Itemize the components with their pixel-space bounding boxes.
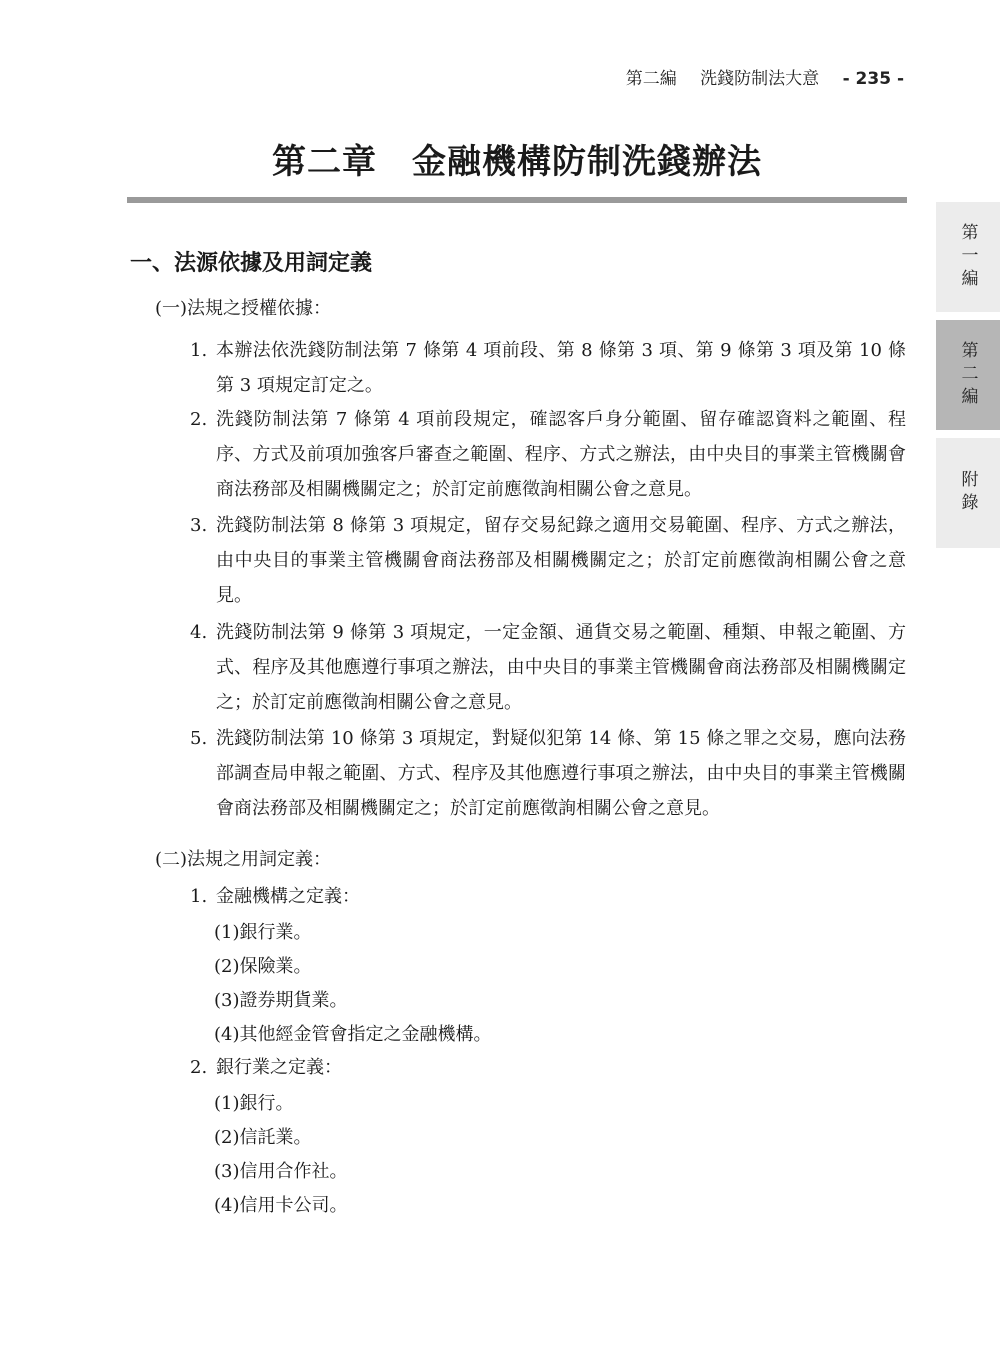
- list-item: [190, 615, 906, 720]
- sub-list-item: (2)信託業。: [214, 1127, 312, 1148]
- list-item-text: 本辦法依洗錢防制法第 7 條第 4 項前段、第 8 條第 3 項、第 9 條第 3 項及第 10 條第 3 項規定訂定之。: [216, 340, 906, 396]
- side-tab-part-two[interactable]: 第二編: [936, 320, 1000, 430]
- list-item: [190, 721, 906, 826]
- running-header: [626, 64, 904, 89]
- sub-list-item: (1)銀行。: [214, 1093, 294, 1114]
- list-item-text: 洗錢防制法第 7 條第 4 項前段規定，確認客戶身分範圍、留存確認資料之範圍、程序、方式及前項加強客戶審查之範圍、程序、方式之辦法，由中央目的事業主管機關會商法務部及相關機關定之；於訂定前應徵詢相關公會之意見。: [216, 409, 906, 500]
- chapter-title: 第二章 金融機構防制洗錢辦法: [272, 142, 762, 182]
- side-tab-appendix[interactable]: 附錄: [936, 438, 1000, 548]
- list-item: [190, 1050, 906, 1085]
- sub-list-item: (4)信用卡公司。: [214, 1195, 348, 1216]
- list-item: [190, 402, 906, 507]
- header-part: 第二編: [625, 69, 677, 89]
- sub-list-item: (3)信用合作社。: [214, 1161, 348, 1182]
- sub-list-item: (2)保險業。: [214, 956, 312, 977]
- list-item: [190, 879, 906, 914]
- list-item-number: 2.: [190, 1057, 208, 1078]
- list-item: [190, 508, 906, 613]
- subsection-heading-definitions: (二)法規之用詞定義：: [155, 849, 332, 870]
- list-item-number: 3.: [190, 515, 208, 536]
- header-title: 洗錢防制法大意: [700, 69, 820, 89]
- page-number: - 235 -: [842, 69, 904, 89]
- list-item-number: 2.: [190, 409, 208, 430]
- list-item-number: 1.: [190, 340, 208, 361]
- list-item-text: 金融機構之定義：: [216, 886, 360, 907]
- section-heading: 一、法源依據及用詞定義: [130, 251, 373, 276]
- sub-list-item: (1)銀行業。: [214, 922, 312, 943]
- list-item-text: 洗錢防制法第 10 條第 3 項規定，對疑似犯第 14 條、第 15 條之罪之交易，應向法務部調查局申報之範圍、方式、程序及其他應遵行事項之辦法，由中央目的事業主管機關會商法務部及相關機關定之；於訂定前應徵詢相關公會之意見。: [216, 728, 906, 819]
- sub-list-item: (3)證券期貨業。: [214, 990, 348, 1011]
- side-tab-strip: [936, 202, 1000, 556]
- list-item-text: 銀行業之定義：: [216, 1057, 342, 1078]
- list-item-number: 4.: [190, 622, 208, 643]
- list-item-number: 1.: [190, 886, 208, 907]
- side-tab-part-one[interactable]: 第一編: [936, 202, 1000, 312]
- list-item: [190, 333, 906, 403]
- subsection-heading-authority: (一)法規之授權依據：: [155, 298, 332, 319]
- sub-list-item: (4)其他經金管會指定之金融機構。: [214, 1024, 492, 1045]
- list-item-text: 洗錢防制法第 8 條第 3 項規定，留存交易紀錄之適用交易範圍、程序、方式之辦法，由中央目的事業主管機關會商法務部及相關機關定之；於訂定前應徵詢相關公會之意見。: [216, 515, 906, 606]
- list-item-text: 洗錢防制法第 9 條第 3 項規定，一定金額、通貨交易之範圍、種類、申報之範圍、方式、程序及其他應遵行事項之辦法，由中央目的事業主管機關會商法務部及相關機關定之；於訂定前應徵詢相關公會之意見。: [216, 622, 906, 713]
- list-item-number: 5.: [190, 728, 208, 749]
- title-divider: [127, 197, 907, 203]
